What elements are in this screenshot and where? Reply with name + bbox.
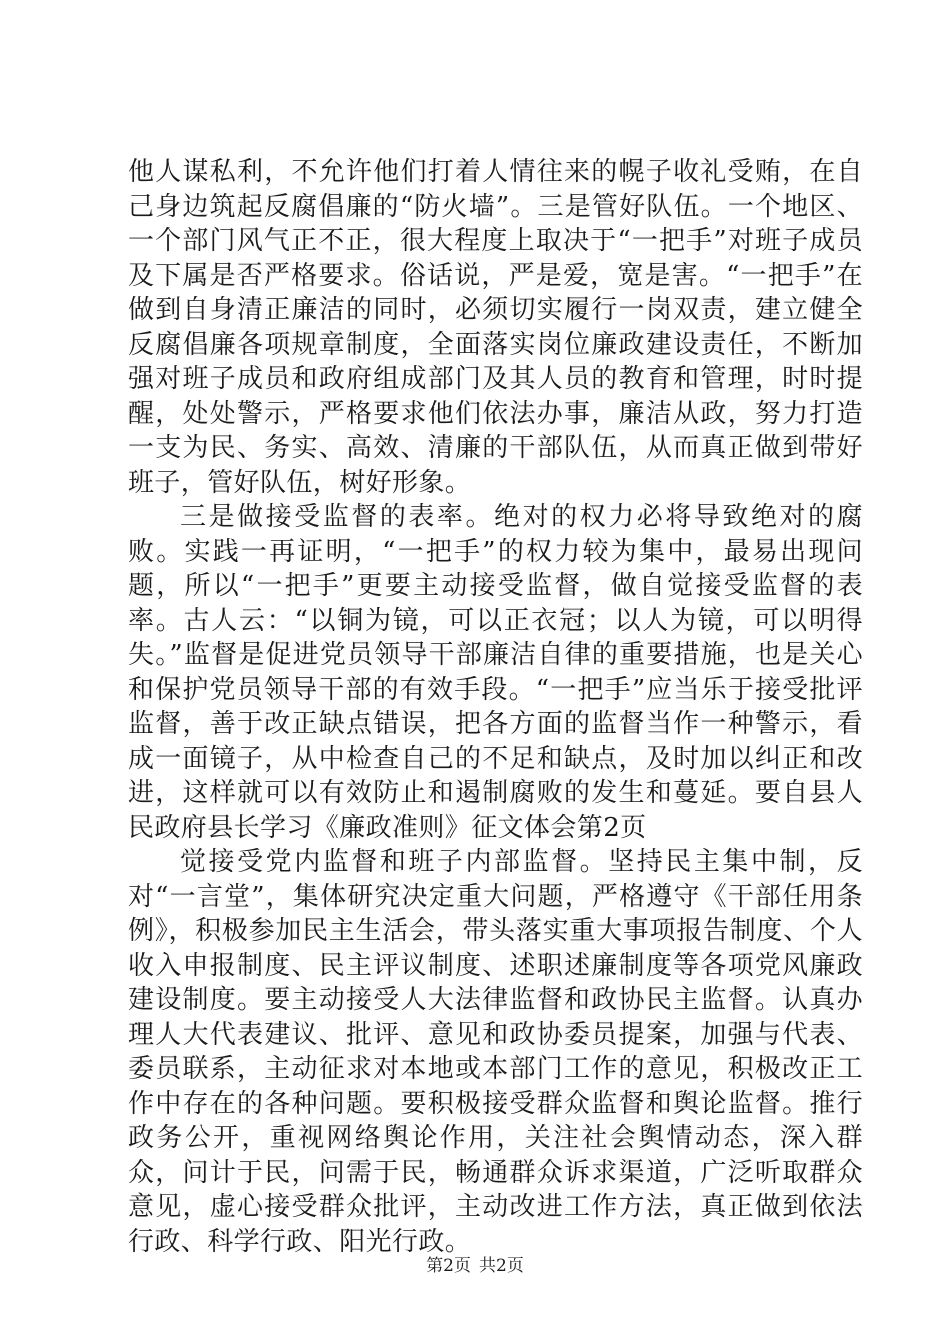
- document-body: [128, 155, 863, 1259]
- page-footer: [0, 1255, 950, 1277]
- page-number-current: 第2页: [426, 1256, 471, 1276]
- paragraph-3: 觉接受党内监督和班子内部监督。坚持民主集中制，反对“一言堂”，集体研究决定重大问题，严格遵守《干部任用条例》，积极参加民主生活会，带头落实重大事项报告制度、个人收入申报制度、民主评议制度、述职述廉制度等各项党风廉政建设制度。要主动接受人大法律监督和政协民主监督。认真办理人大代表建议、批评、意见和政协委员提案，加强与代表、委员联系，主动征求对本地或本部门工作的意见，积极改正工作中存在的各种问题。要积极接受群众监督和舆论监督。推行政务公开，重视网络舆论作用，关注社会舆情动态，深入群众，问计于民，问需于民，畅通群众诉求渠道，广泛听取群众意见，虚心接受群众批评，主动改进工作方法，真正做到依法行政、科学行政、阳光行政。: [128, 847, 863, 1257]
- paragraph-2: 三是做接受监督的表率。绝对的权力必将导致绝对的腐败。实践一再证明，“一把手”的权力较为集中，最易出现问题，所以“一把手”更要主动接受监督，做自觉接受监督的表率。古人云：“以铜为镜，可以正衣冠；以人为镜，可以明得失。”监督是促进党员领导干部廉洁自律的重要措施，也是关心和保护党员领导干部的有效手段。“一把手”应当乐于接受批评监督，善于改正缺点错误，把各方面的监督当作一种警示，看成一面镜子，从中检查自己的不足和缺点，及时加以纠正和改进，这样就可以有效防止和遏制腐败的发生和蔓延。要自县人民政府县长学习《廉政准则》征文体会第2页: [128, 502, 863, 843]
- page-number-total: 共2页: [479, 1256, 524, 1276]
- paragraph-1: 他人谋私利，不允许他们打着人情往来的幌子收礼受贿，在自己身边筑起反腐倡廉的“防火墙”。三是管好队伍。一个地区、一个部门风气正不正，很大程度上取决于“一把手”对班子成员及下属是否严格要求。俗话说，严是爱，宽是害。“一把手”在做到自身清正廉洁的同时，必须切实履行一岗双责，建立健全反腐倡廉各项规章制度，全面落实岗位廉政建设责任，不断加强对班子成员和政府组成部门及其人员的教育和管理，时时提醒，处处警示，严格要求他们依法办事，廉洁从政，努力打造一支为民、务实、高效、清廉的干部队伍，从而真正做到带好班子，管好队伍，树好形象。: [128, 157, 863, 498]
